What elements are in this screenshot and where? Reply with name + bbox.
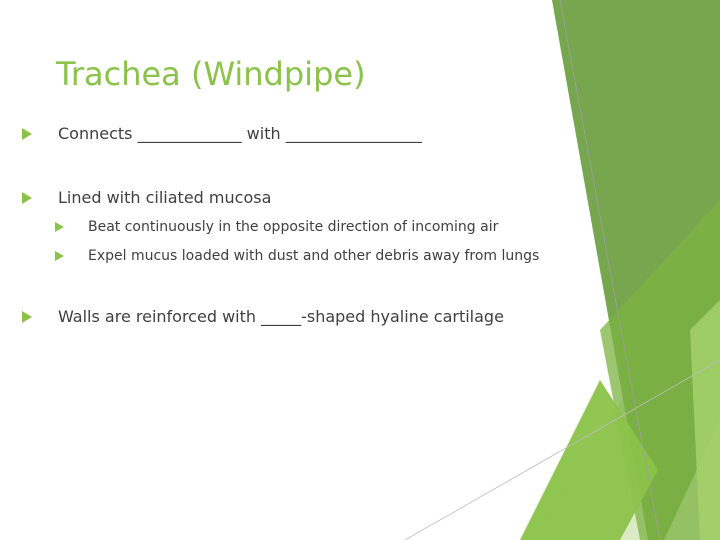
bullet-text: Beat continuously in the opposite direction of incoming air xyxy=(88,219,499,235)
bullet-text: Lined with ciliated mucosa xyxy=(58,188,272,207)
bullet-arrow-icon xyxy=(22,192,32,204)
bullet-arrow-icon xyxy=(22,311,32,323)
sub-bullet-expel xyxy=(55,248,539,264)
sub-bullet-beat xyxy=(55,219,498,235)
bullet-text: Expel mucus loaded with dust and other debris away from lungs xyxy=(88,248,540,264)
bullet-arrow-icon xyxy=(22,128,32,140)
bullet-connects xyxy=(22,124,422,143)
bullet-walls xyxy=(22,307,504,326)
bullet-arrow-icon xyxy=(55,251,64,261)
bullet-arrow-icon xyxy=(55,222,64,232)
bullet-lined xyxy=(22,188,271,207)
slide-title: Trachea (Windpipe) xyxy=(56,55,366,93)
bullet-text: Connects _____________ with _________________ xyxy=(58,124,422,143)
bullet-text: Walls are reinforced with _____-shaped hyaline cartilage xyxy=(58,307,504,326)
